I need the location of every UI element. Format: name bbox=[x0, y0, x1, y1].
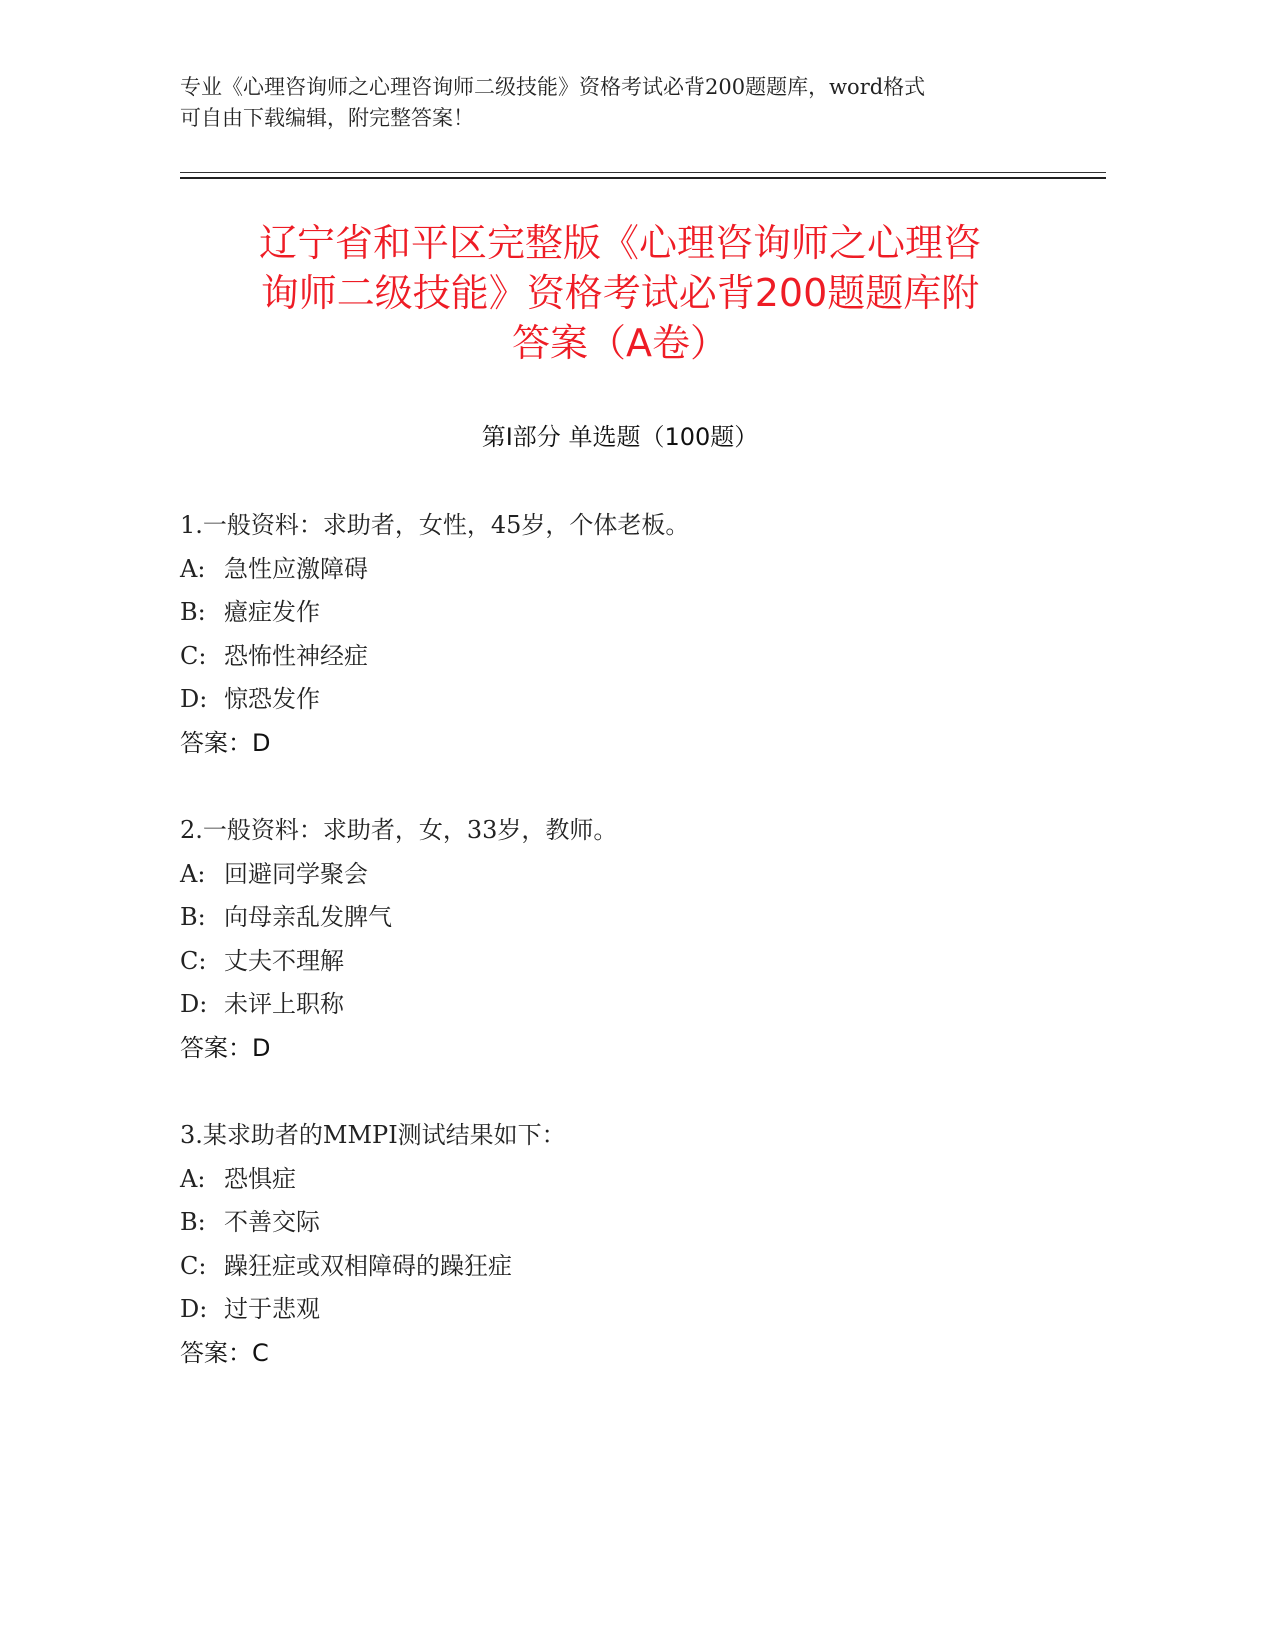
option-a bbox=[180, 1162, 1080, 1206]
option-b bbox=[180, 900, 1080, 944]
answer: 答案：D bbox=[180, 1033, 271, 1062]
option-c bbox=[180, 639, 1080, 683]
header-note bbox=[180, 72, 1060, 134]
option-text: 丈夫不理解 bbox=[224, 946, 344, 975]
option-a bbox=[180, 552, 1080, 596]
option-text: 未评上职称 bbox=[224, 990, 344, 1018]
option-letter: B: bbox=[180, 903, 206, 931]
option-c bbox=[180, 944, 1080, 988]
option-letter: C: bbox=[180, 641, 207, 670]
header-note-line-1: 专业《心理咨询师之心理咨询师二级技能》资格考试必背200题题库，word格式 bbox=[180, 75, 926, 99]
document-title-line-3: 答案（A卷） bbox=[512, 321, 728, 365]
option-b bbox=[180, 595, 1080, 639]
option-c bbox=[180, 1249, 1080, 1293]
question-stem: 2.一般资料：求助者，女，33岁，教师。 bbox=[180, 816, 618, 844]
question-stem: 3.某求助者的MMPI测试结果如下： bbox=[180, 1121, 566, 1149]
option-text: 恐惧症 bbox=[224, 1164, 296, 1193]
option-a bbox=[180, 857, 1080, 901]
option-text: 癔症发作 bbox=[224, 598, 320, 626]
option-letter: D: bbox=[180, 990, 208, 1018]
option-text: 回避同学聚会 bbox=[224, 859, 368, 888]
answer: 答案：C bbox=[180, 1338, 269, 1367]
header-note-line-2: 可自由下载编辑，附完整答案！ bbox=[180, 106, 474, 130]
document-title bbox=[180, 218, 1060, 368]
option-text: 急性应激障碍 bbox=[224, 554, 368, 583]
answer: 答案：D bbox=[180, 728, 271, 757]
option-text: 躁狂症或双相障碍的躁狂症 bbox=[224, 1251, 512, 1280]
header-rule-thin bbox=[180, 172, 1106, 173]
option-text: 惊恐发作 bbox=[224, 685, 320, 713]
document-title-line-1: 辽宁省和平区完整版《心理咨询师之心理咨 bbox=[258, 221, 981, 265]
option-text: 过于悲观 bbox=[224, 1295, 320, 1323]
option-letter: C: bbox=[180, 946, 207, 975]
option-b bbox=[180, 1205, 1080, 1249]
option-letter: A: bbox=[180, 1164, 206, 1193]
header-rule-thick bbox=[180, 177, 1106, 179]
option-letter: B: bbox=[180, 1208, 206, 1236]
option-text: 恐怖性神经症 bbox=[224, 641, 368, 670]
option-letter: C: bbox=[180, 1251, 207, 1280]
option-letter: D: bbox=[180, 685, 208, 713]
question-3 bbox=[180, 1118, 1080, 1379]
option-letter: A: bbox=[180, 859, 206, 888]
option-text: 不善交际 bbox=[224, 1208, 320, 1236]
option-d bbox=[180, 987, 1080, 1031]
option-letter: D: bbox=[180, 1295, 208, 1323]
question-stem: 1.一般资料：求助者，女性，45岁，个体老板。 bbox=[180, 511, 690, 539]
question-2 bbox=[180, 813, 1080, 1074]
question-1 bbox=[180, 508, 1080, 769]
option-letter: B: bbox=[180, 598, 206, 626]
document-title-line-2: 询师二级技能》资格考试必背200题题库附 bbox=[260, 271, 980, 315]
option-d bbox=[180, 682, 1080, 726]
option-text: 向母亲乱发脾气 bbox=[224, 903, 392, 931]
section-title: 第Ⅰ部分 单选题（100题） bbox=[481, 423, 759, 451]
option-letter: A: bbox=[180, 554, 206, 583]
option-d bbox=[180, 1292, 1080, 1336]
